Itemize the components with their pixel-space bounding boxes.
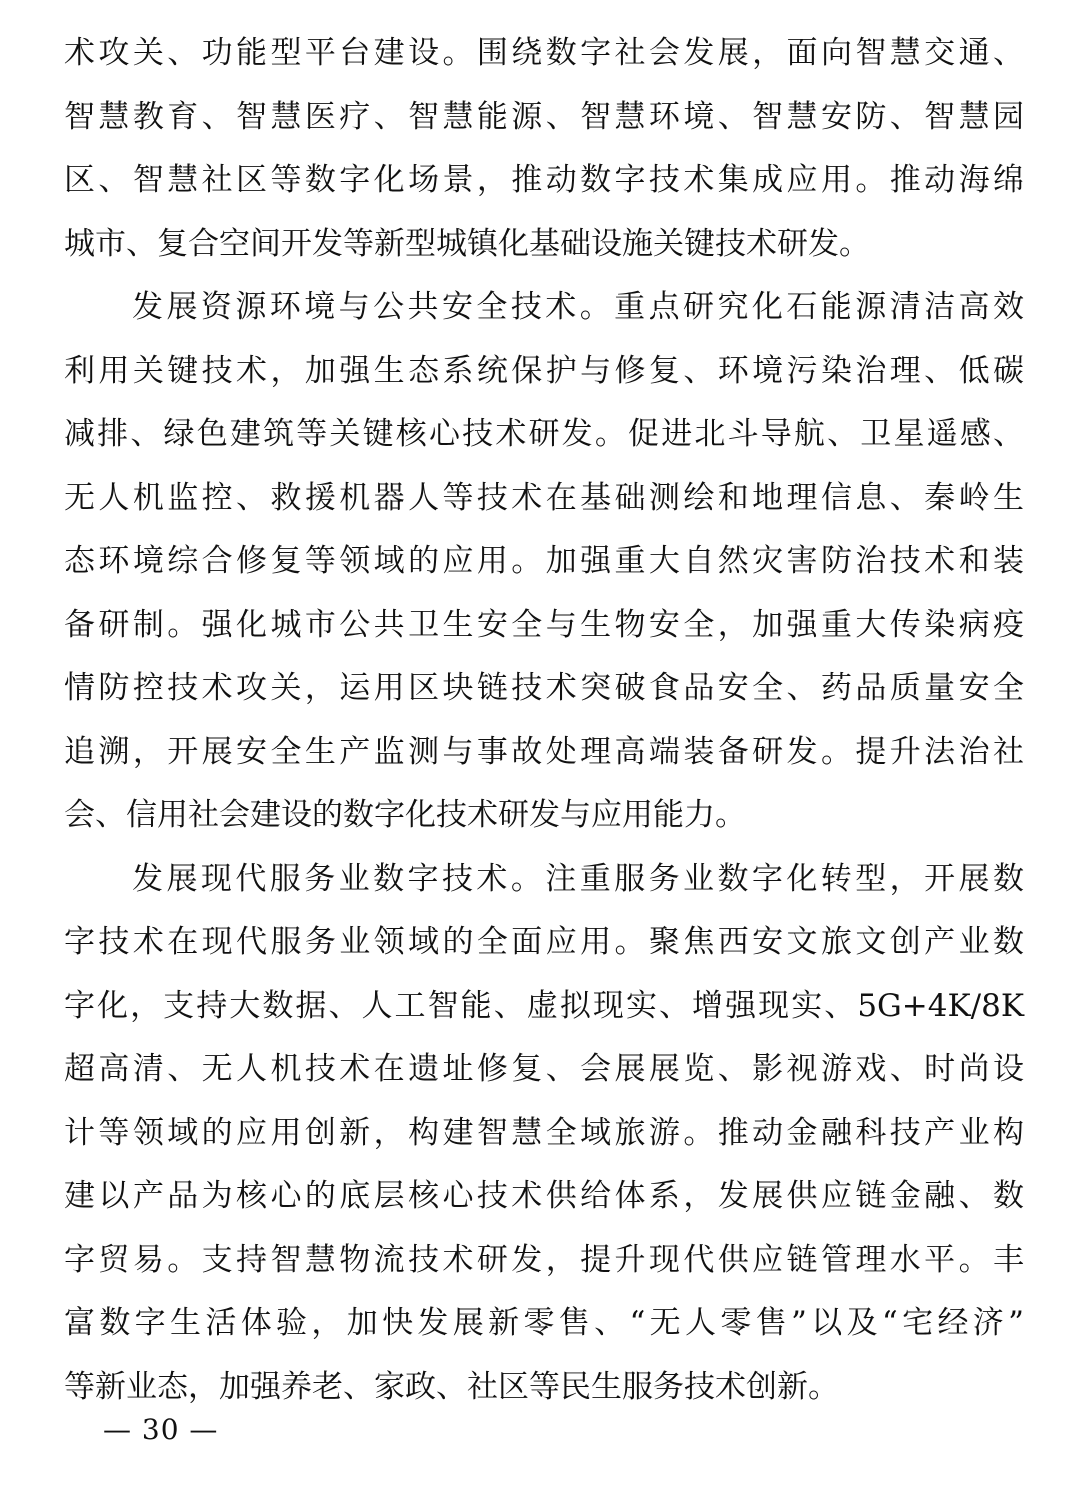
text-line: 建以产品为核心的底层核心技术供给体系，发展供应链金融、数 — [64, 1178, 1024, 1214]
text-line: 会、信用社会建设的数字化技术研发与应用能力。 — [64, 797, 746, 833]
text-line: 备研制。强化城市公共卫生安全与生物安全，加强重大传染病疫 — [64, 606, 1024, 643]
text-line: 追溯，开展安全生产监测与事故处理高端装备研发。提升法治社 — [64, 733, 1024, 770]
text-line: 字化，支持大数据、人工智能、虚拟现实、增强现实、5G+4K/8K — [64, 987, 1024, 1024]
text-line: 无人机监控、救援机器人等技术在基础测绘和地理信息、秦岭生 — [64, 479, 1024, 516]
text-line: 字贸易。支持智慧物流技术研发，提升现代供应链管理水平。丰 — [64, 1241, 1024, 1278]
text-line: 城市、复合空间开发等新型城镇化基础设施关键技术研发。 — [64, 225, 870, 262]
text-line: 字技术在现代服务业领域的全面应用。聚焦西安文旅文创产业数 — [64, 924, 1024, 960]
paragraph-first-line: 发展资源环境与公共安全技术。重点研究化石能源清洁高效 — [132, 289, 1024, 325]
text-line: 超高清、无人机技术在遗址修复、会展展览、影视游戏、时尚设 — [64, 1051, 1024, 1087]
text-line: 等新业态，加强养老、家政、社区等民生服务技术创新。 — [64, 1368, 839, 1405]
text-line: 智慧教育、智慧医疗、智慧能源、智慧环境、智慧安防、智慧园 — [64, 98, 1024, 135]
text-line: 情防控技术攻关，运用区块链技术突破食品安全、药品质量安全 — [64, 670, 1024, 706]
text-line: 富数字生活体验，加快发展新零售、“无人零售”以及“宅经济” — [64, 1305, 1024, 1341]
text-line: 计等领域的应用创新，构建智慧全域旅游。推动金融科技产业构 — [64, 1114, 1024, 1151]
text-line: 利用关键技术，加强生态系统保护与修复、环境污染治理、低碳 — [64, 352, 1024, 389]
text-line: 术攻关、功能型平台建设。围绕数字社会发展，面向智慧交通、 — [64, 35, 1024, 71]
text-line: 态环境综合修复等领域的应用。加强重大自然灾害防治技术和装 — [64, 543, 1024, 579]
page-number: — 30 — — [103, 1413, 219, 1446]
body-text — [64, 22, 1024, 1419]
text-line: 减排、绿色建筑等关键核心技术研发。促进北斗导航、卫星遥感、 — [64, 416, 1024, 452]
paragraph-first-line: 发展现代服务业数字技术。注重服务业数字化转型，开展数 — [132, 860, 1024, 897]
text-line: 区、智慧社区等数字化场景，推动数字技术集成应用。推动海绵 — [64, 162, 1024, 198]
